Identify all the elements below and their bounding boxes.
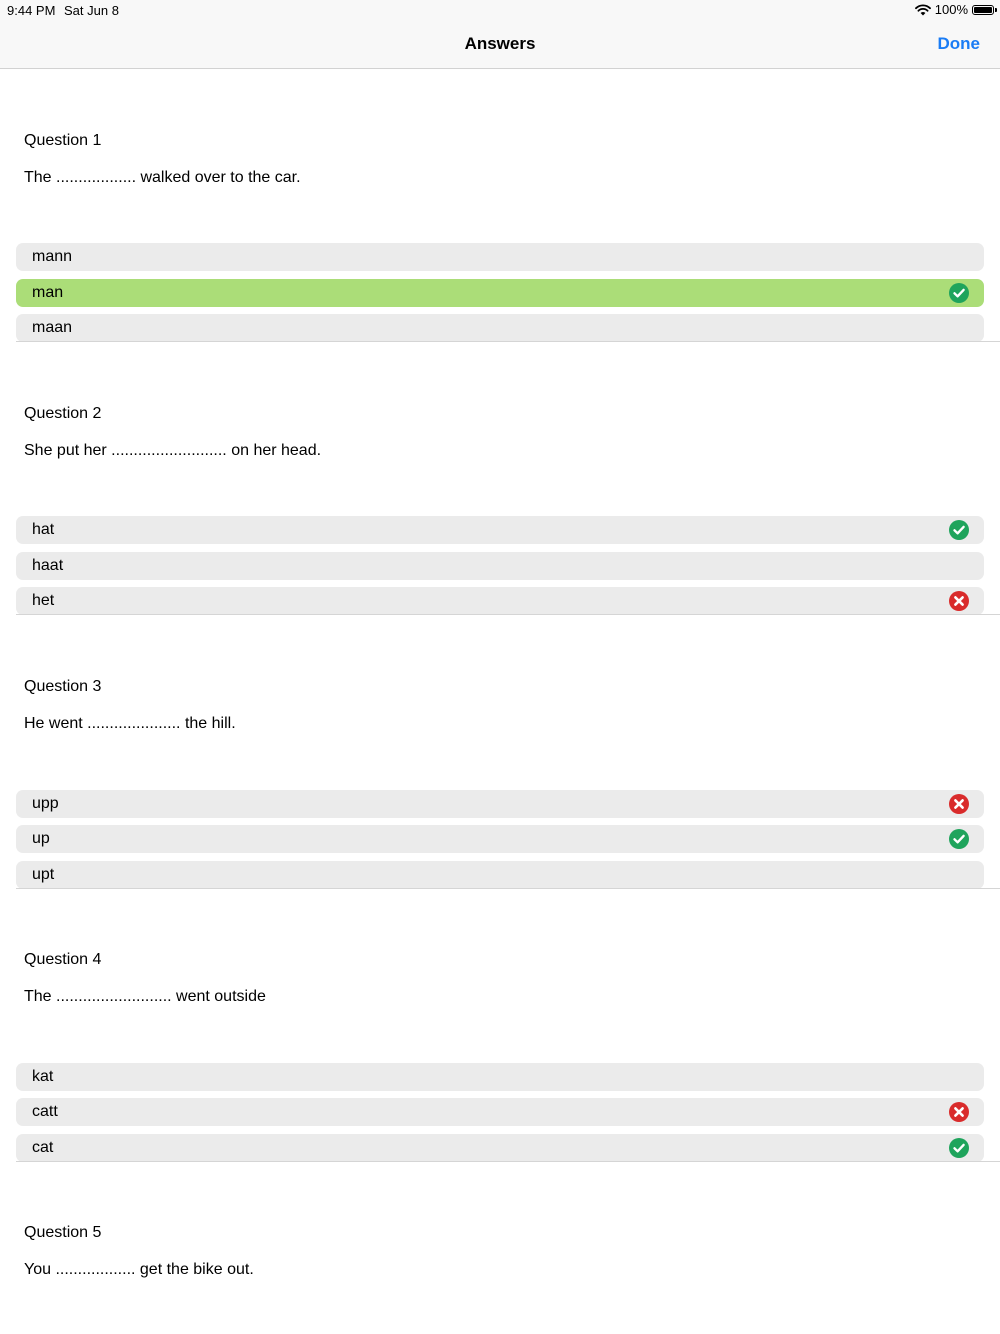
answer-label: man <box>32 284 64 301</box>
answer-label: kat <box>32 1068 54 1085</box>
check-icon <box>949 283 969 303</box>
done-button[interactable]: Done <box>937 34 980 53</box>
question-section <box>0 342 1000 615</box>
answer-option[interactable] <box>16 243 984 271</box>
status-date: Sat Jun 8 <box>64 3 119 18</box>
question-text: You .................. get the bike out. <box>24 1261 254 1278</box>
battery-percent: 100% <box>934 2 968 17</box>
question-text: He went ..................... the hill. <box>24 715 236 732</box>
answer-option[interactable] <box>16 1063 984 1091</box>
answer-label: haat <box>32 557 64 574</box>
cross-icon <box>949 591 969 611</box>
answer-option[interactable] <box>16 790 984 818</box>
question-text: The .......................... went outside <box>24 988 266 1005</box>
answer-option-selected[interactable] <box>16 279 984 307</box>
answer-label: upp <box>32 795 59 812</box>
question-section <box>0 615 1000 888</box>
question-section <box>0 1161 1000 1334</box>
answer-label: up <box>32 830 50 847</box>
page-title: Answers <box>464 34 536 53</box>
status-time: 9:44 PM <box>7 3 56 18</box>
check-icon <box>949 520 969 540</box>
answer-option[interactable] <box>16 587 984 615</box>
question-title: Question 1 <box>24 132 102 149</box>
question-text: The .................. walked over to the car. <box>24 169 301 186</box>
question-text: She put her .......................... on her head. <box>24 442 322 459</box>
battery-icon <box>972 5 994 15</box>
answer-option[interactable] <box>16 861 984 889</box>
answer-option[interactable] <box>16 314 984 342</box>
question-section <box>0 888 1000 1161</box>
answer-option[interactable] <box>16 552 984 580</box>
question-title: Question 3 <box>24 678 102 695</box>
answer-label: maan <box>32 319 73 336</box>
check-icon <box>949 1138 969 1158</box>
navigation-bar <box>0 22 1000 69</box>
cross-icon <box>949 1102 969 1122</box>
question-title: Question 4 <box>24 951 102 968</box>
question-title: Question 2 <box>24 405 102 422</box>
answer-label: catt <box>32 1103 58 1120</box>
answer-label: cat <box>32 1139 54 1156</box>
status-bar <box>0 0 1000 22</box>
answer-label: upt <box>32 866 55 883</box>
status-indicators <box>915 2 994 17</box>
wifi-icon <box>915 4 931 16</box>
answer-option[interactable] <box>16 516 984 544</box>
answer-label: mann <box>32 248 73 265</box>
answer-label: het <box>32 592 55 609</box>
question-section <box>0 69 1000 342</box>
question-title: Question 5 <box>24 1224 102 1241</box>
answer-option[interactable] <box>16 1134 984 1162</box>
check-icon <box>949 829 969 849</box>
answer-label: hat <box>32 521 55 538</box>
answer-option[interactable] <box>16 825 984 853</box>
cross-icon <box>949 794 969 814</box>
answer-option[interactable] <box>16 1098 984 1126</box>
